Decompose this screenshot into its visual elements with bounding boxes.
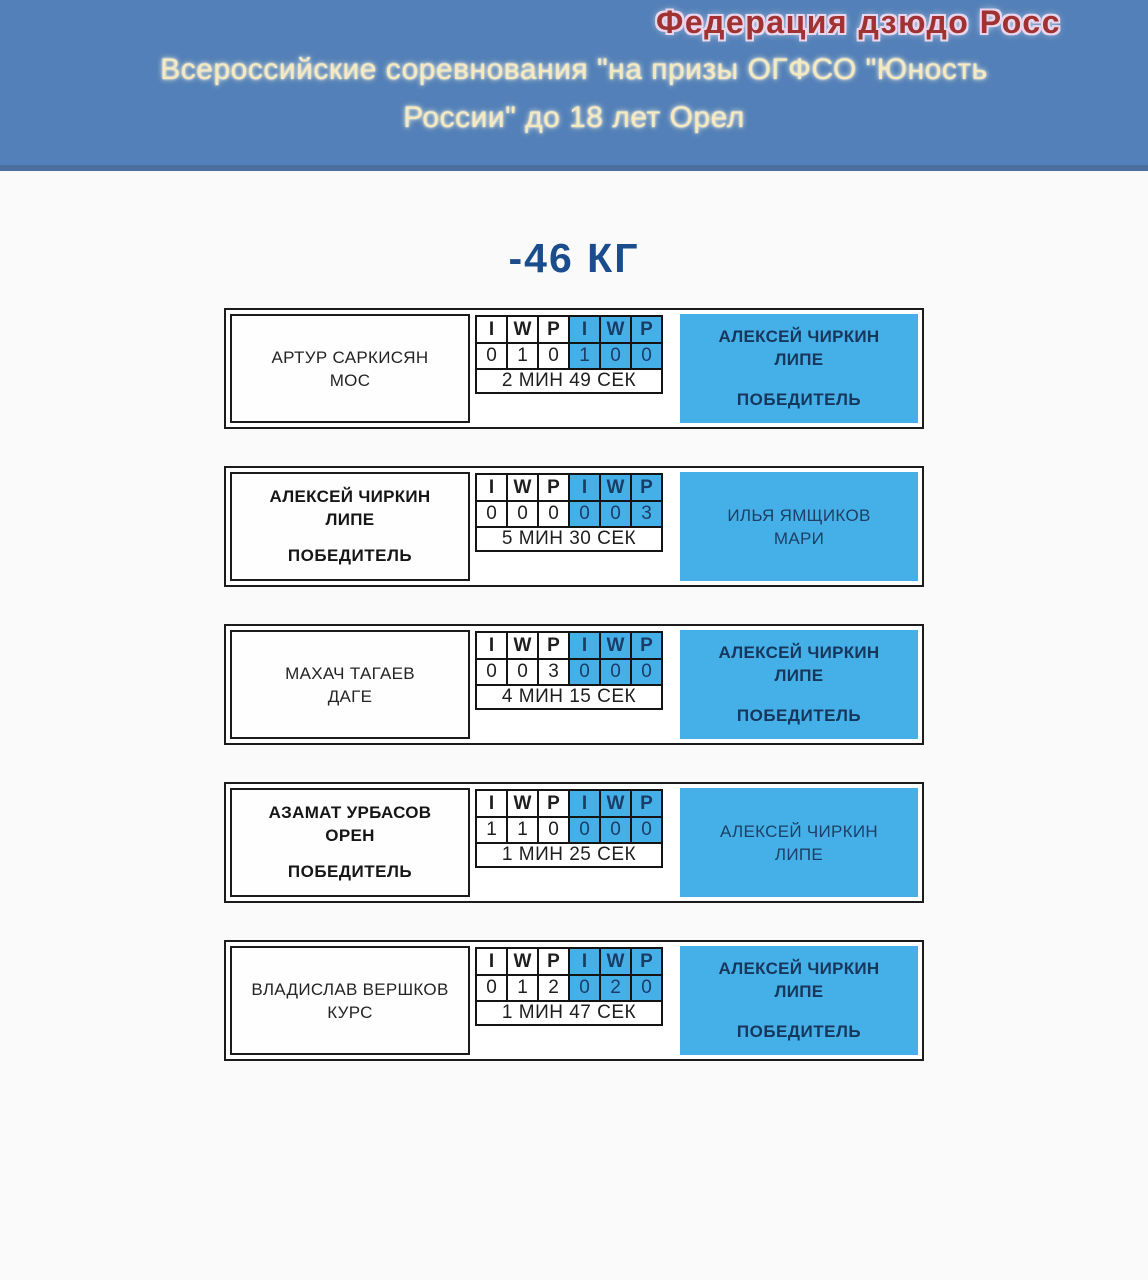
- score-header-cell: P: [538, 316, 569, 343]
- match-time: 5 МИН 30 СЕК: [476, 527, 662, 551]
- score-column: [474, 314, 676, 423]
- fighter-team: МОС: [329, 370, 371, 390]
- fighter-info: [720, 820, 878, 866]
- score-header-cell: W: [507, 790, 538, 817]
- score-cell: 0: [507, 501, 538, 527]
- score-header-cell: I: [476, 474, 507, 501]
- score-header-cell: I: [476, 632, 507, 659]
- match-card: [224, 624, 924, 745]
- score-header-cell: I: [476, 316, 507, 343]
- fighter-info: [727, 504, 870, 550]
- fighter-team: ЛИПЕ: [774, 982, 824, 1001]
- score-table: [475, 315, 663, 394]
- score-cell: 0: [507, 659, 538, 685]
- score-cell: 0: [631, 659, 662, 685]
- match-card: [224, 308, 924, 429]
- score-header-cell: P: [538, 790, 569, 817]
- score-table: [475, 789, 663, 868]
- score-header-cell: W: [507, 316, 538, 343]
- winner-label: ПОБЕДИТЕЛЬ: [736, 390, 862, 409]
- fighter-box-right: [680, 788, 918, 897]
- match-card-list: [224, 308, 924, 1061]
- match-time: 1 МИН 25 СЕК: [476, 843, 662, 867]
- score-header-cell: P: [538, 948, 569, 975]
- score-cell: 0: [569, 659, 600, 685]
- fighter-name: АЛЕКСЕЙ ЧИРКИН: [718, 327, 880, 346]
- fighter-team: ЛИПЕ: [325, 510, 375, 529]
- winner-label: ПОБЕДИТЕЛЬ: [287, 546, 413, 565]
- score-header-cell: I: [569, 948, 600, 975]
- score-header-cell: W: [600, 632, 631, 659]
- score-cell: 0: [600, 501, 631, 527]
- fighter-name: АЛЕКСЕЙ ЧИРКИН: [269, 487, 431, 506]
- score-cell: 0: [538, 343, 569, 369]
- score-cell: 0: [538, 501, 569, 527]
- match-time: 1 МИН 47 СЕК: [476, 1001, 662, 1025]
- score-cell: 3: [631, 501, 662, 527]
- fighter-box-left: [230, 314, 470, 423]
- fighter-name: АЛЕКСЕЙ ЧИРКИН: [718, 643, 880, 662]
- fighter-name: АЛЕКСЕЙ ЧИРКИН: [720, 821, 878, 841]
- score-cell: 0: [569, 817, 600, 843]
- score-column: [474, 788, 676, 897]
- score-header-cell: I: [476, 948, 507, 975]
- score-column: [474, 630, 676, 739]
- fighter-box-left: [230, 788, 470, 897]
- score-header-cell: W: [600, 474, 631, 501]
- score-cell: 1: [507, 975, 538, 1001]
- score-cell: 1: [476, 817, 507, 843]
- fighter-info: [251, 978, 448, 1024]
- fighter-team: ОРЕН: [325, 826, 375, 845]
- score-header-cell: P: [631, 474, 662, 501]
- fighter-info: [718, 325, 879, 371]
- score-cell: 1: [569, 343, 600, 369]
- fighter-team: ЛИПЕ: [774, 350, 824, 369]
- fighter-box-right: [680, 472, 918, 581]
- score-cell: 0: [631, 817, 662, 843]
- score-cell: 1: [507, 343, 538, 369]
- match-card: [224, 940, 924, 1061]
- score-cell: 0: [600, 343, 631, 369]
- fighter-name: АЛЕКСЕЙ ЧИРКИН: [718, 959, 880, 978]
- fighter-team: ЛИПЕ: [774, 844, 824, 864]
- weight-category-title: -46 КГ: [508, 235, 640, 281]
- score-cell: 3: [538, 659, 569, 685]
- score-column: [474, 946, 676, 1055]
- score-cell: 0: [476, 659, 507, 685]
- winner-label: ПОБЕДИТЕЛЬ: [736, 1022, 862, 1041]
- fighter-box-right: [680, 630, 918, 739]
- score-cell: 2: [538, 975, 569, 1001]
- fighter-info: [272, 346, 429, 392]
- winner-label: ПОБЕДИТЕЛЬ: [736, 706, 862, 725]
- score-table: [475, 473, 663, 552]
- match-card: [224, 782, 924, 903]
- fighter-box-left: [230, 472, 470, 581]
- fighter-name: ИЛЬЯ ЯМЩИКОВ: [727, 505, 871, 525]
- fighter-box-left: [230, 630, 470, 739]
- fighter-name: МАХАЧ ТАГАЕВ: [285, 663, 415, 683]
- score-cell: 0: [476, 975, 507, 1001]
- fighter-team: МАРИ: [773, 528, 825, 548]
- match-time: 4 МИН 15 СЕК: [476, 685, 662, 709]
- score-header-cell: I: [569, 632, 600, 659]
- score-cell: 0: [600, 659, 631, 685]
- fighter-info: [718, 641, 879, 687]
- score-cell: 0: [569, 975, 600, 1001]
- match-card: [224, 466, 924, 587]
- fighter-info: [718, 957, 879, 1003]
- score-header-cell: P: [631, 632, 662, 659]
- score-header-cell: I: [476, 790, 507, 817]
- page-header: [0, 0, 1148, 171]
- score-header-cell: I: [569, 316, 600, 343]
- federation-title: Федерация дзюдо Росс: [656, 4, 1061, 40]
- score-header-cell: I: [569, 790, 600, 817]
- fighter-info: [269, 485, 430, 531]
- score-cell: 2: [600, 975, 631, 1001]
- fighter-team: КУРС: [327, 1002, 373, 1022]
- score-header-cell: W: [600, 316, 631, 343]
- score-column: [474, 472, 676, 581]
- score-header-cell: P: [538, 474, 569, 501]
- match-time: 2 МИН 49 СЕК: [476, 369, 662, 393]
- fighter-info: [285, 662, 415, 708]
- fighter-box-right: [680, 314, 918, 423]
- score-header-cell: P: [538, 632, 569, 659]
- score-header-cell: W: [507, 474, 538, 501]
- fighter-team: ЛИПЕ: [774, 666, 824, 685]
- score-cell: 0: [631, 975, 662, 1001]
- fighter-name: АРТУР САРКИСЯН: [271, 347, 429, 367]
- score-cell: 0: [538, 817, 569, 843]
- score-cell: 0: [569, 501, 600, 527]
- event-subtitle-line1: Всероссийские соревнования "на призы ОГФСО "Юность: [160, 53, 988, 86]
- score-cell: 0: [631, 343, 662, 369]
- score-header-cell: I: [569, 474, 600, 501]
- fighter-name: ВЛАДИСЛАВ ВЕРШКОВ: [251, 979, 449, 999]
- score-header-cell: W: [600, 790, 631, 817]
- winner-label: ПОБЕДИТЕЛЬ: [287, 862, 413, 881]
- score-header-cell: W: [507, 632, 538, 659]
- fighter-box-left: [230, 946, 470, 1055]
- score-header-cell: W: [600, 948, 631, 975]
- score-header-cell: P: [631, 948, 662, 975]
- fighter-box-right: [680, 946, 918, 1055]
- score-cell: 0: [476, 501, 507, 527]
- score-cell: 0: [476, 343, 507, 369]
- score-header-cell: P: [631, 790, 662, 817]
- score-table: [475, 947, 663, 1026]
- fighter-team: ДАГЕ: [327, 686, 373, 706]
- score-header-cell: W: [507, 948, 538, 975]
- score-table: [475, 631, 663, 710]
- event-subtitle-line2: России" до 18 лет Орел: [403, 101, 745, 134]
- fighter-name: АЗАМАТ УРБАСОВ: [268, 803, 432, 822]
- fighter-info: [269, 801, 432, 847]
- score-cell: 0: [600, 817, 631, 843]
- score-header-cell: P: [631, 316, 662, 343]
- score-cell: 1: [507, 817, 538, 843]
